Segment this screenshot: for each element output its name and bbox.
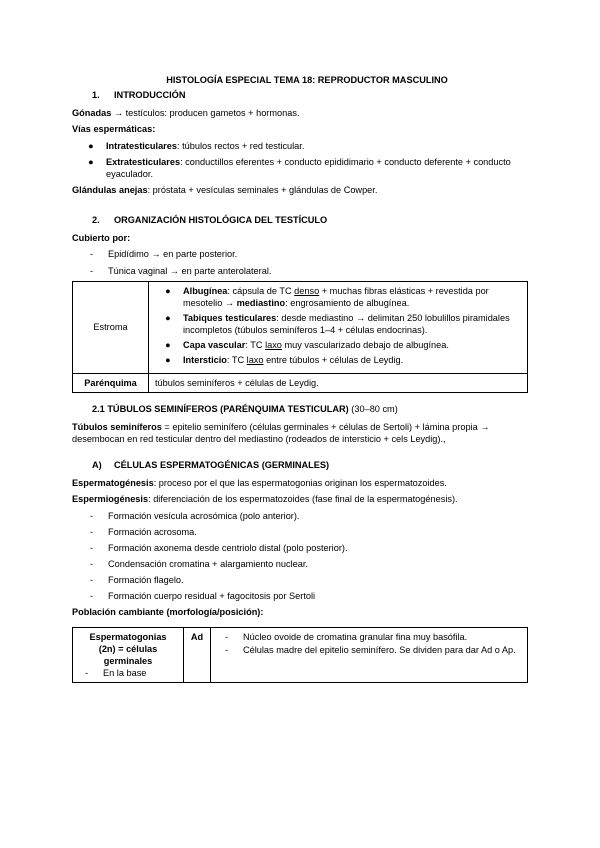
- document-title: HISTOLOGÍA ESPECIAL TEMA 18: REPRODUCTOR MASCULINO: [166, 75, 448, 85]
- estroma-cell: [149, 281, 528, 373]
- section-a-heading: A) CÉLULAS ESPERMATOGÉNICAS (GERMINALES): [92, 460, 330, 471]
- dash-icon: -: [225, 644, 229, 655]
- list-item: - Formación acrosoma.: [90, 526, 197, 537]
- dash-icon: -: [90, 591, 94, 602]
- list-item: - Núcleo ovoide de cromatina granular fina muy basófila.: [225, 631, 468, 642]
- bullet-icon: ●: [88, 156, 94, 167]
- parenquima-cell: túbulos seminíferos + células de Leydig.: [149, 373, 528, 392]
- list-item: ● Tabiques testiculares: desde mediastino → delimitan 250 lobulillos piramidales incompletos (túbulos seminíferos 1–4 + células endocrinas).: [165, 312, 510, 336]
- document-content: [72, 74, 528, 683]
- list-item: - Formación cuerpo residual + fagocitosis por Sertoli: [90, 591, 316, 602]
- vias-label: Vías espermáticas:: [72, 124, 156, 135]
- dash-icon: -: [90, 510, 94, 521]
- list-item: ● Intersticio: TC laxo entre túbulos + células de Leydig.: [165, 355, 404, 366]
- glandulas-line: Glándulas anejas: próstata + vesículas seminales + glándulas de Cowper.: [72, 184, 378, 195]
- dash-icon: -: [90, 575, 94, 586]
- list-item: ● Capa vascular: TC laxo muy vascularizado debajo de albugínea.: [165, 340, 449, 351]
- dash-icon: -: [90, 265, 94, 276]
- list-item: ● Intratesticulares: túbulos rectos + red testicular.: [88, 140, 305, 151]
- parenquima-label: Parénquima: [73, 373, 149, 392]
- estroma-label: Estroma: [73, 281, 149, 373]
- section-1-heading: [72, 89, 528, 101]
- list-item: - Formación flagelo.: [90, 575, 184, 586]
- term-text: → testículos: producen gametos + hormonas.: [111, 108, 300, 119]
- list-item: ● Albugínea: cápsula de TC denso + muchas fibras elásticas + revestida por mesotelio → mediastino: engrosamiento de albugínea.: [165, 285, 489, 308]
- poblacion-label: Población cambiante (morfología/posición):: [72, 607, 264, 618]
- section-number: 1.: [92, 90, 100, 101]
- cubierto-label: Cubierto por:: [72, 233, 131, 244]
- section-title: INTRODUCCIÓN: [114, 90, 186, 101]
- dash-icon: -: [90, 542, 94, 553]
- list-item: - Células madre del epitelio seminífero. Se dividen para dar Ad o Ap.: [225, 644, 516, 655]
- tubulos-definition: Túbulos seminíferos = epitelio seminífero (células germinales + células de Sertoli) + lámina propia → desembocan en red testicular dentro del mediastino (rodeados de intersticio + cels Leydig).,: [72, 421, 490, 444]
- gonadas-line: [72, 107, 528, 119]
- section-2-1-heading: 2.1 TÚBULOS SEMINÍFEROS (PARÉNQUIMA TESTICULAR) (30–80 cm): [92, 403, 398, 414]
- table-row: [73, 627, 528, 683]
- testicle-structure-table: [72, 281, 528, 393]
- dash-icon: -: [90, 526, 94, 537]
- list-item: - Epidídimo → en parte posterior.: [90, 249, 238, 260]
- bullet-icon: ●: [165, 285, 171, 296]
- section-2-heading: 2. ORGANIZACIÓN HISTOLÓGICA DEL TESTÍCULO: [92, 215, 328, 226]
- list-item: ● Extratesticulares: conductillos eferentes + conducto epididimario + conducto deferente + conducto eyaculador.: [88, 156, 511, 179]
- dash-icon: -: [225, 631, 229, 642]
- cell-type-cell: Espermatogonias (2n) = células germinales - En la base: [73, 627, 184, 683]
- list-item: - Formación vesícula acrosómica (polo anterior).: [90, 510, 300, 521]
- subtype-cell: Ad: [184, 627, 211, 683]
- list-item: - Condensación cromatina + alargamiento nuclear.: [90, 558, 308, 569]
- list-item: - Túnica vaginal → en parte anterolateral.: [90, 265, 272, 276]
- espermiogenesis-steps: [72, 510, 528, 603]
- dash-icon: -: [90, 249, 94, 260]
- germinal-cells-table: [72, 627, 528, 684]
- bullet-icon: ●: [165, 340, 171, 351]
- dash-icon: -: [85, 667, 89, 678]
- bullet-icon: ●: [165, 312, 171, 323]
- description-cell: [211, 627, 528, 683]
- bullet-icon: ●: [165, 355, 171, 366]
- list-item: - Formación axonema desde centriolo distal (polo posterior).: [90, 542, 348, 553]
- espermiogenesis-line: Espermiogénesis: diferenciación de los espermatozoides (fase final de la espermatogénesis).: [72, 494, 458, 505]
- vias-list: [72, 140, 528, 180]
- table-row: [73, 373, 528, 392]
- espermatogenesis-line: Espermatogénesis: proceso por el que las espermatogonias originan los espermatozoides.: [72, 478, 447, 489]
- term-label: Gónadas: [72, 108, 112, 119]
- bullet-icon: ●: [88, 140, 94, 151]
- table-row: [73, 281, 528, 373]
- dash-icon: -: [90, 558, 94, 569]
- cubierto-list: [72, 248, 528, 276]
